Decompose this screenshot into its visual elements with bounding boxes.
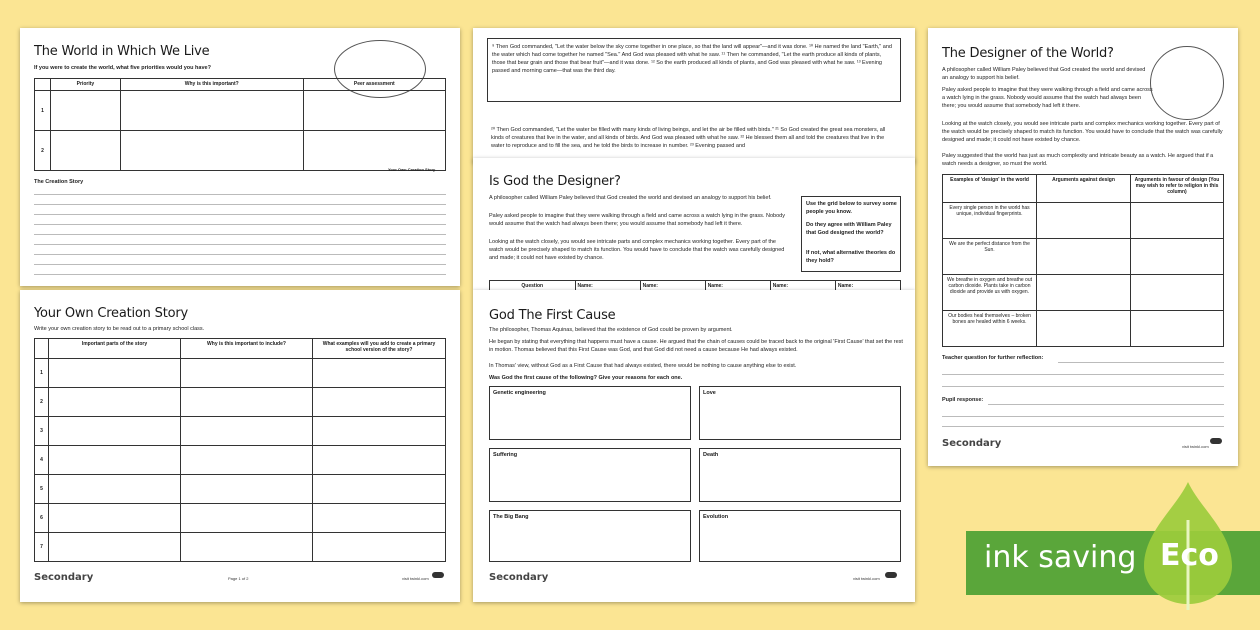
table-header: Why is this important? xyxy=(120,79,303,91)
worksheet-designer-of-world xyxy=(928,28,1238,466)
section-heading: The Creation Story xyxy=(34,179,84,185)
page-title: God The First Cause xyxy=(489,308,616,323)
intro-text: Write your own creation story to be read out to a primary school class. xyxy=(34,326,205,332)
row-number: 7 xyxy=(35,533,49,562)
row-number: 6 xyxy=(35,504,49,533)
paragraph-1: A philosopher called William Paley believed that God created the world and devised an analogy to support his belief. xyxy=(942,67,1146,81)
table-header: Important parts of the story xyxy=(49,339,181,359)
worksheet-is-god-designer xyxy=(473,158,915,290)
paragraph-4: Paley suggested that the world has just as much complexity and intricate beauty as a watch. He argued that if a watch needs a designer, so must the world. xyxy=(942,153,1214,167)
answer-box[interactable]: Suffering xyxy=(489,448,691,502)
question-text: If you were to create the world, what five priorities would you have? xyxy=(34,65,211,71)
eco-label: Eco xyxy=(1160,538,1219,573)
row-number: 3 xyxy=(35,417,49,446)
paragraph-1: The philosopher, Thomas Aquinas, believed that the existence of God could be proven by argument. xyxy=(489,327,733,333)
page-title: The World in Which We Live xyxy=(34,44,210,59)
table-header: Arguments against design xyxy=(1037,175,1131,203)
row-number: 2 xyxy=(35,388,49,417)
page-number: Page 1 of 2 xyxy=(228,576,249,581)
table-header: Arguments in favour of design (You may wish to refer to religion in this column) xyxy=(1131,175,1224,203)
table-header: Why is this important to include? xyxy=(181,339,313,359)
paragraph-3: In Thomas' view, without God as a First Cause that had always existed, there would be nothing to cause anything else to exist. xyxy=(489,363,797,369)
genesis-passage-2: ²⁰ Then God commanded, "Let the water be filled with many kinds of living beings, and let the air be filled with birds." ²¹ So God created the great sea monsters, all kinds of creatures that live in the water, and all kinds of birds. And God was pleased with what he saw. ²² He blessed them all and told the creatures that live in the water to reproduce and to fill the sea, and he told the birds to increase in number. ²³ Evening passed and xyxy=(491,127,886,149)
table-header: Peer assessment xyxy=(303,79,445,91)
answer-box[interactable]: Genetic engineering xyxy=(489,386,691,440)
paragraph-3: Looking at the watch closely, you would see intricate parts and complex mechanics working together. Every part of the watch would be precisely shaped to match its function. You would have to conclude that the watch was carefully designed and made; it could not have existed by chance. xyxy=(489,239,785,261)
worksheet-first-cause xyxy=(473,290,915,602)
footer-site: visit twinkl.com xyxy=(402,576,429,581)
footer-level: Secondary xyxy=(942,438,1002,449)
table-header: Priority xyxy=(51,79,121,91)
example-cell: We breathe in oxygen and breathe out carbon dioxide. Plants take in carbon dioxide and provide us with oxygen. xyxy=(943,275,1037,311)
row-number: 1 xyxy=(35,359,49,388)
paragraph-2: He began by stating that everything that happens must have a cause. He argued that the chain of causes could be traced back to the original 'First Cause' that set the rest in motion. Thomas believed that this First Cause was God, and that God did not need a cause because He had always existed. xyxy=(489,339,903,353)
table-header: Examples of 'design' in the world xyxy=(943,175,1037,203)
row-number: 5 xyxy=(35,475,49,504)
right-label: Your Own Creation Story xyxy=(388,167,436,172)
worksheet-world-we-live xyxy=(20,28,460,286)
answer-box[interactable]: Love xyxy=(699,386,901,440)
answer-box[interactable]: The Big Bang xyxy=(489,510,691,562)
survey-instructions: Use the grid below to survey some people you know. Do they agree with William Paley that God designed the world? If not, what alternative theories do they hold? xyxy=(801,196,901,272)
worksheet-creation-story xyxy=(20,290,460,602)
story-table xyxy=(34,338,446,562)
twinkl-logo-icon xyxy=(1210,438,1222,444)
priorities-table xyxy=(34,78,446,171)
question-text: Was God the first cause of the following? Give your reasons for each one. xyxy=(489,375,683,381)
example-cell: Our bodies heal themselves – broken bones are healed within 6 weeks. xyxy=(943,311,1037,347)
footer-level: Secondary xyxy=(489,572,549,583)
design-arguments-table xyxy=(942,174,1224,347)
worksheet-genesis-text xyxy=(473,28,915,163)
example-cell: Every single person in the world has unique, individual fingerprints. xyxy=(943,203,1037,239)
table-header: What examples will you add to create a primary school version of the story? xyxy=(313,339,446,359)
answer-box[interactable]: Death xyxy=(699,448,901,502)
paragraph-1: A philosopher called William Paley believed that God created the world and devised an analogy to support his belief. xyxy=(489,195,772,201)
row-number: 2 xyxy=(35,131,51,171)
row-number: 4 xyxy=(35,446,49,475)
page-title: Your Own Creation Story xyxy=(34,306,188,321)
footer-site: visit twinkl.com xyxy=(1182,444,1209,449)
paragraph-2: Paley asked people to imagine that they were walking through a field and came across a watch lying in the grass. Nobody would assume that the watch had always been there; you would assume that somebody had left it there. xyxy=(489,213,785,227)
answer-box[interactable]: Evolution xyxy=(699,510,901,562)
paragraph-2: Paley asked people to imagine that they were walking through a field and came across a watch lying in the grass. Nobody would assume that the watch had always been there; you would assume that somebody had left it there. xyxy=(942,87,1153,109)
footer-level: Secondary xyxy=(34,572,94,583)
twinkl-logo-icon xyxy=(432,572,444,578)
row-number: 1 xyxy=(35,91,51,131)
genesis-passage-1: ⁹ Then God commanded, "Let the water below the sky come together in one place, so that the land will appear"—and it was done. ¹⁰ He named the land "Earth," and the water which had come together he named "Sea." And God was pleased with what he saw. ¹¹ Then he commanded, "Let the earth produce all kinds of plants, those that bear grain and those that bear fruit"—and it was done. ¹² So the earth produced all kinds of plants, and God was pleased with what he saw. ¹³ Evening passed and morning came—that was the third day. xyxy=(487,38,901,102)
ink-saving-label: ink saving xyxy=(984,540,1137,575)
globe-in-hands-icon xyxy=(1150,46,1224,120)
page-title: The Designer of the World? xyxy=(942,46,1114,61)
teacher-question-label: Teacher question for further reflection: xyxy=(942,355,1044,361)
pupil-response-label: Pupil response: xyxy=(942,397,984,403)
survey-grid: Question Name: Name: Name: Name: Name: xyxy=(489,280,901,290)
footer-site: visit twinkl.com xyxy=(853,576,880,581)
page-title: Is God the Designer? xyxy=(489,174,621,189)
example-cell: We are the perfect distance from the Sun. xyxy=(943,239,1037,275)
twinkl-logo-icon xyxy=(885,572,897,578)
paragraph-3: Looking at the watch closely, you would see intricate parts and complex mechanics working together. Every part of the watch would be precisely shaped to match its function. You would have to conclude that the watch was carefully designed and made; it could not have existed by chance. xyxy=(942,121,1223,143)
